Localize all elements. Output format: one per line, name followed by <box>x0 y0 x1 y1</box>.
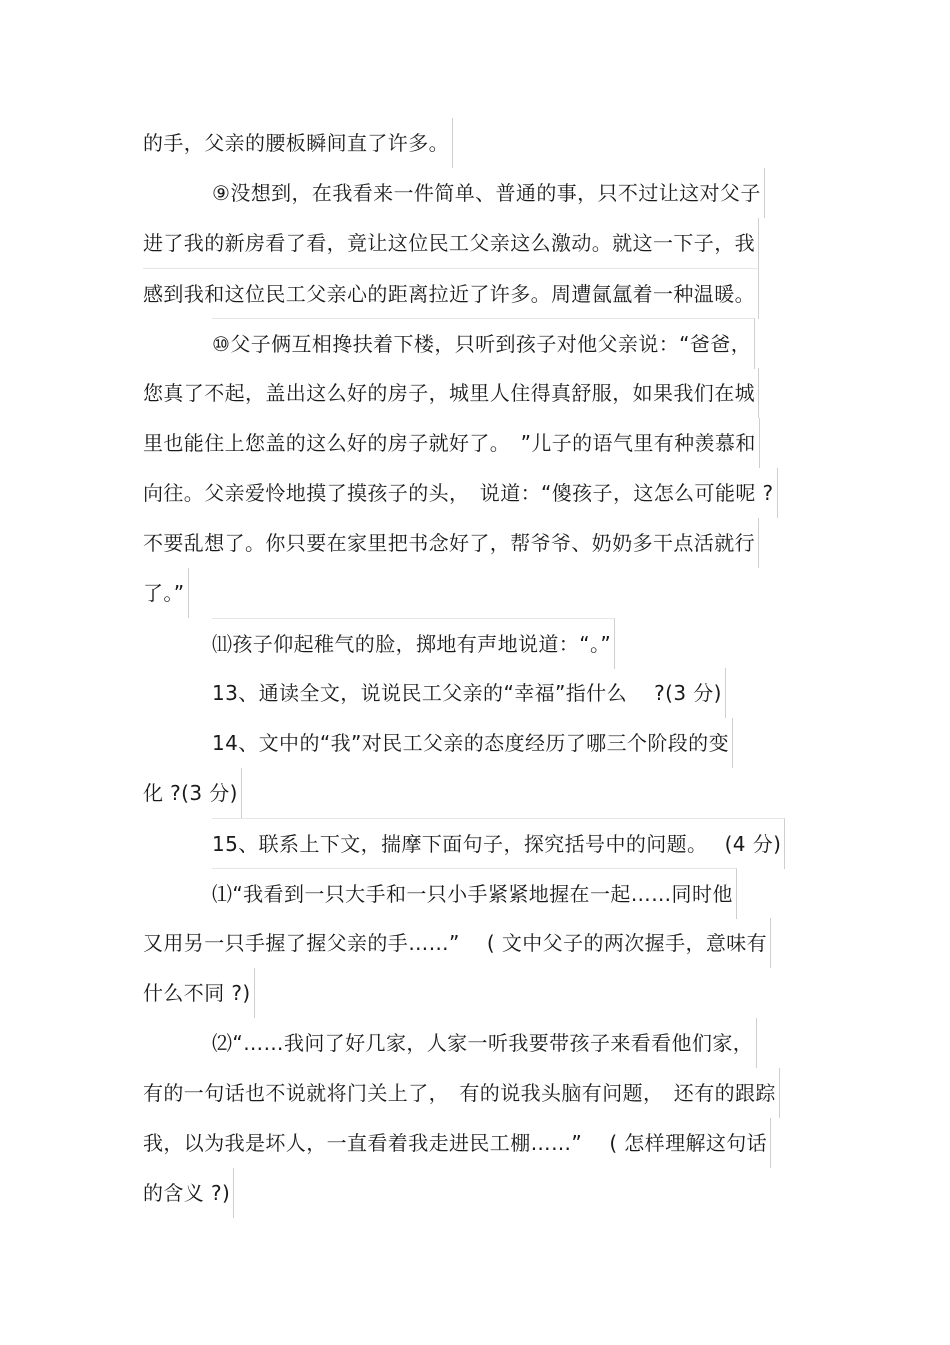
text-line: 您真了不起，盖出这么好的房子，城里人住得真舒服，如果我们在城 <box>143 368 759 418</box>
text-line: 不要乱想了。你只要在家里把书念好了，帮爷爷、奶奶多干点活就行 <box>143 518 759 568</box>
text-line: 里也能住上您盖的这么好的房子就好了。 ”儿子的语气里有种羡慕和 <box>143 418 760 468</box>
question-14: 14、文中的“我”对民工父亲的态度经历了哪三个阶段的变 <box>212 718 733 768</box>
question-13: 13、通读全文，说说民工父亲的“幸福”指什么 ?(3 分) <box>212 668 726 718</box>
question-15: 15、联系上下文，揣摩下面句子，探究括号中的问题。 (4 分) <box>212 818 785 869</box>
text-line: 什么不同 ?) <box>143 968 255 1018</box>
paragraph-9-line: ⑨没想到，在我看来一件简单、普通的事，只不过让这对父子 <box>212 168 765 218</box>
text-line: 的含义 ?) <box>143 1168 234 1218</box>
text-line: 又用另一只手握了握父亲的手……” ( 文中父子的两次握手，意味有 <box>143 918 771 968</box>
text-line: 化 ?(3 分) <box>143 768 242 818</box>
text-line: 我，以为我是坏人，一直看着我走进民工棚……” ( 怎样理解这句话 <box>143 1118 771 1168</box>
paragraph-11-line: ⑾孩子仰起稚气的脸，掷地有声地说道：“。” <box>212 618 615 669</box>
paragraph-10-line: ⑩父子俩互相搀扶着下楼，只听到孩子对他父亲说：“爸爸， <box>212 318 755 369</box>
sub-question-2: ⑵“……我问了好几家，人家一听我要带孩子来看看他们家， <box>212 1018 757 1068</box>
text-line: 向往。父亲爱怜地摸了摸孩子的头， 说道：“傻孩子，这怎么可能呢 ? <box>143 468 778 518</box>
text-line: 进了我的新房看了看，竟让这位民工父亲这么激动。就这一下子，我 <box>143 218 759 268</box>
text-line: 有的一句话也不说就将门关上了， 有的说我头脑有问题， 还有的跟踪 <box>143 1068 780 1118</box>
sub-question-1: ⑴“我看到一只大手和一只小手紧紧地握在一起……同时他 <box>212 868 737 919</box>
text-line: 的手，父亲的腰板瞬间直了许多。 <box>143 118 453 168</box>
text-line: 了。” <box>143 568 189 618</box>
text-line: 感到我和这位民工父亲心的距离拉近了许多。周遭氤氲着一种温暖。 <box>143 268 759 319</box>
